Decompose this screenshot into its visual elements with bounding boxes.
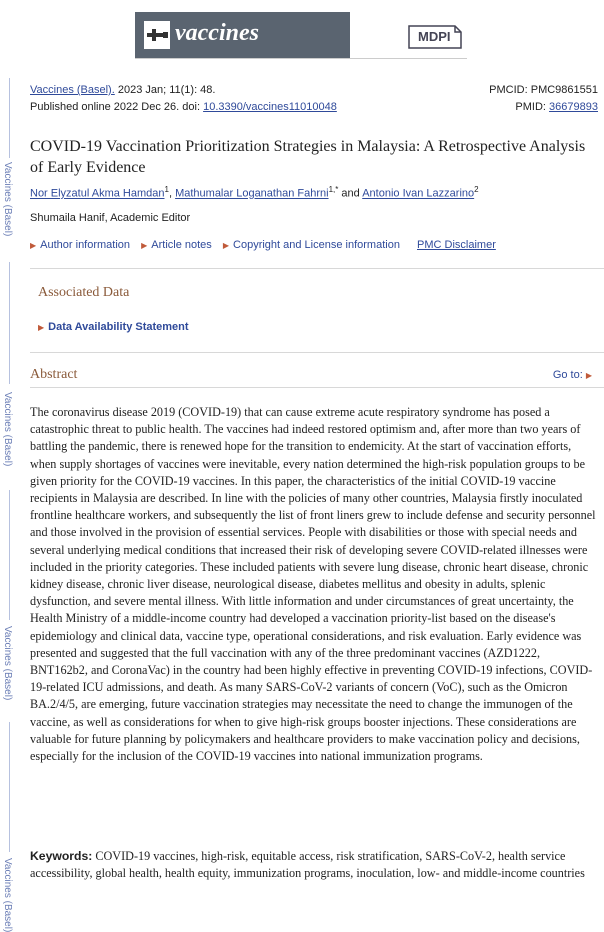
citation-date: 2023 Jan; 11(1): 48. [114,84,216,96]
data-availability-toggle[interactable]: ▶ Data Availability Statement [38,321,189,333]
divider [30,387,604,388]
author-link[interactable]: Antonio Ivan Lazzarino [362,187,475,200]
expand-arrow-icon: ▶ [222,241,230,250]
abstract-heading: Abstract [30,367,78,382]
pmc-disclaimer-link[interactable]: PMC Disclaimer [417,239,496,251]
banner-left-panel [135,12,350,58]
author-affiliation: 1,* [328,185,339,194]
side-journal-label: Vaccines (Basel) [2,392,13,467]
side-journal-label: Vaccines (Basel) [2,858,13,932]
citation-line [30,84,215,96]
author-affiliation: 1 [164,185,169,194]
article-title: COVID-19 Vaccination Prioritization Strategies in Malaysia: A Retrospective Analysis of Early Evidence [30,138,586,176]
side-divider [9,722,10,852]
published-prefix: Published online 2022 Dec 26. doi: [30,101,204,113]
publisher-name: MDPI [418,29,451,44]
associated-data-heading: Associated Data [38,285,130,300]
pmid-link[interactable]: 36679893 [549,101,598,113]
goto-menu[interactable]: Go to: ▶ [552,369,592,381]
doi-link[interactable]: 10.3390/vaccines11010048 [203,101,337,113]
banner-journal-name: vaccines [175,20,259,46]
abstract-body: The coronavirus disease 2019 (COVID-19) that can cause extreme acute respiratory syndrome has posed a catastrophic threat to public health. The vaccines had indeed restored optimism and, after more than two years of battling the pandemic, there is renewed hope for the transition to endemicity. At the start of vaccination efforts, when supply shortages of vaccines were inevitable, every nation determined the high-risk population groups to be given priority for the COVID-19 vaccines. In this paper, the characteristics of the initial COVID-19 vaccine recipients in Malaysia are described. In line with the policies of many other countries, Malaysia firstly inoculated frontline healthcare workers, and subsequently the list of front liners grew to include defense and security personnel and those involved in the provision of essential services. People with disabilities or those with special needs and several underlying medical conditions that increased their risk of developing severe COVID-related illnesses were included in the priority categories. These included patients with severe lung disease, chronic heart disease, chronic kidney disease, chronic liver disease, neurological disease, diabetes mellitus and obesity in adults, splenic dysfunction, and severe mental illness. With little information and under circumstances of great uncertainty, the Health Ministry of a middle-income country had developed a vaccination priority-list based on the disease's epidemiology and clinical data, vaccine type, operational considerations, and risk evaluation. Early evidence was presented and suggested that the full vaccination with any of the three predominant vaccines (AZD1222, BNT162b2, and CoronaVac) in the country had been highly effective in preventing COVID-19 infections, COVID-19-related ICU admissions, and death. As many SARS-CoV-2 variants of concern (VoC), such as the Omicron BA.2/4/5, are emerging, future vaccination strategies may necessitate the need to change the immunogen of the vaccine, as well as considerations for when to give high-risk groups booster injections. These considerations are valuable for future planning by policymakers and healthcare providers to make vaccination policy and decisions, especially for the inclusion of the COVID-19 vaccines into national immunization programs. [30,405,596,764]
journal-link[interactable]: Vaccines (Basel). [30,84,115,96]
author-affiliation: 2 [474,185,479,194]
author-link[interactable]: Nor Elyzatul Akma Hamdan [30,187,165,200]
side-divider [9,78,10,158]
side-journal-label: Vaccines (Basel) [2,162,13,237]
author-separator: and [338,187,363,200]
author-list [30,185,479,200]
expand-arrow-icon: ▶ [30,241,37,250]
divider [30,352,604,353]
journal-logo-icon [143,18,171,52]
article-notes-toggle[interactable]: ▶ Article notes [141,239,212,251]
copyright-toggle[interactable]: ▶ Copyright and License information [222,239,400,251]
expand-arrow-icon: ▶ [38,323,45,332]
pmcid: PMCID: PMC9861551 [489,84,598,96]
author-separator: , [168,187,176,200]
expand-arrow-icon: ▶ [141,241,148,250]
pmid-label: PMID: [515,101,550,113]
published-line [30,101,337,113]
author-link[interactable]: Mathumalar Loganathan Fahrni [175,187,329,200]
journal-banner[interactable] [135,12,467,59]
keywords-text: COVID-19 vaccines, high-risk, equitable access, risk stratification, SARS-CoV-2, health service accessibility, global health, health equity, immunization programs, inoculation, low- and middle-income countries [30,849,585,881]
author-info-toggle[interactable]: ▶ Author information [30,239,131,251]
side-journal-label: Vaccines (Basel) [2,626,13,701]
goto-arrow-icon: ▶ [585,371,592,380]
side-divider [9,262,10,384]
divider [30,268,604,269]
keywords [30,848,600,882]
side-divider [9,490,10,620]
academic-editor: Shumaila Hanif, Academic Editor [30,212,191,224]
article-links [30,239,496,251]
pmid-line [515,101,598,113]
keywords-label: Keywords: [30,849,93,863]
